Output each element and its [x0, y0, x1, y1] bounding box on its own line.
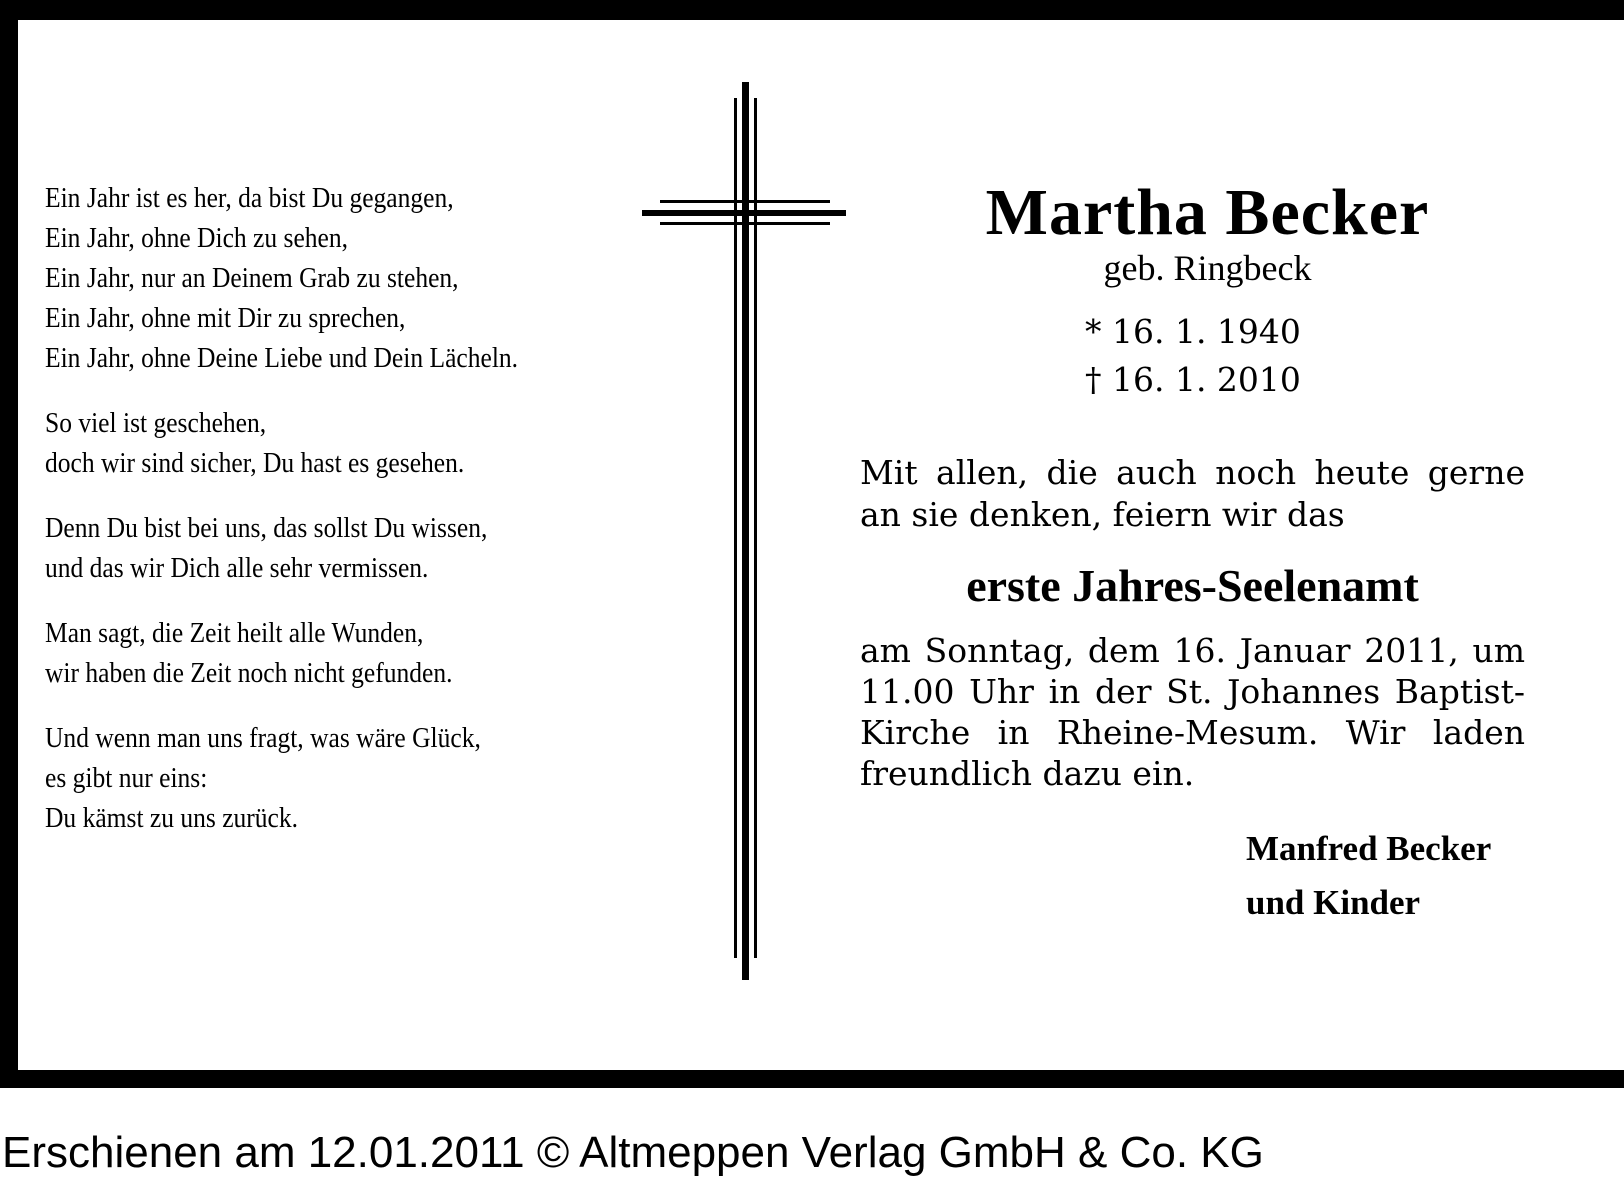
life-dates — [1085, 308, 1525, 404]
signature-line: Manfred Becker — [1246, 829, 1492, 868]
signature — [1246, 822, 1525, 930]
birth-name: geb. Ringbeck — [1103, 248, 1312, 288]
poem-line: wir haben die Zeit noch nicht gefunden. — [45, 657, 453, 689]
poem-line: Denn Du bist bei uns, das sollst Du wissen, — [45, 512, 488, 544]
intro-text: Mit allen, die auch noch heute gerne an sie denken, feiern wir das — [860, 453, 1525, 534]
poem-stanza — [45, 178, 573, 378]
poem-line: es gibt nur eins: — [45, 762, 208, 794]
death-date: † 16. 1. 2010 — [1085, 360, 1301, 399]
poem-line: Ein Jahr, ohne Dich zu sehen, — [45, 222, 349, 254]
poem-line: Ein Jahr, nur an Deinem Grab zu stehen, — [45, 262, 459, 294]
birth-date: * 16. 1. 1940 — [1085, 312, 1301, 351]
event-details: am Sonntag, dem 16. Januar 2011, um 11.00 Uhr in der St. Johannes Baptist-Kirche in Rheine-Mesum. Wir laden freundlich dazu ein. — [860, 631, 1525, 793]
poem-stanza — [45, 403, 573, 483]
poem-stanza — [45, 718, 573, 838]
poem-line: Man sagt, die Zeit heilt alle Wunden, — [45, 617, 424, 649]
poem-line: So viel ist geschehen, — [45, 407, 267, 439]
event-title: erste Jahres-Seelenamt — [966, 560, 1419, 611]
poem-stanza — [45, 508, 573, 588]
signature-line: und Kinder — [1246, 883, 1421, 922]
deceased-name: Martha Becker — [985, 176, 1430, 249]
poem-stanza — [45, 613, 573, 693]
poem-line: Ein Jahr, ohne Deine Liebe und Dein Lächeln. — [45, 342, 519, 374]
poem-line: Ein Jahr ist es her, da bist Du gegangen, — [45, 182, 454, 214]
publication-footer: Erschienen am 12.01.2011 © Altmeppen Verlag GmbH & Co. KG — [2, 1128, 1264, 1177]
announcement — [860, 178, 1525, 930]
poem-line: Und wenn man uns fragt, was wäre Glück, — [45, 722, 481, 754]
poem-line: und das wir Dich alle sehr vermissen. — [45, 552, 429, 584]
poem-line: doch wir sind sicher, Du hast es gesehen. — [45, 447, 465, 479]
poem-line: Ein Jahr, ohne mit Dir zu sprechen, — [45, 302, 406, 334]
poem-line: Du kämst zu uns zurück. — [45, 802, 299, 834]
poem — [45, 178, 573, 863]
